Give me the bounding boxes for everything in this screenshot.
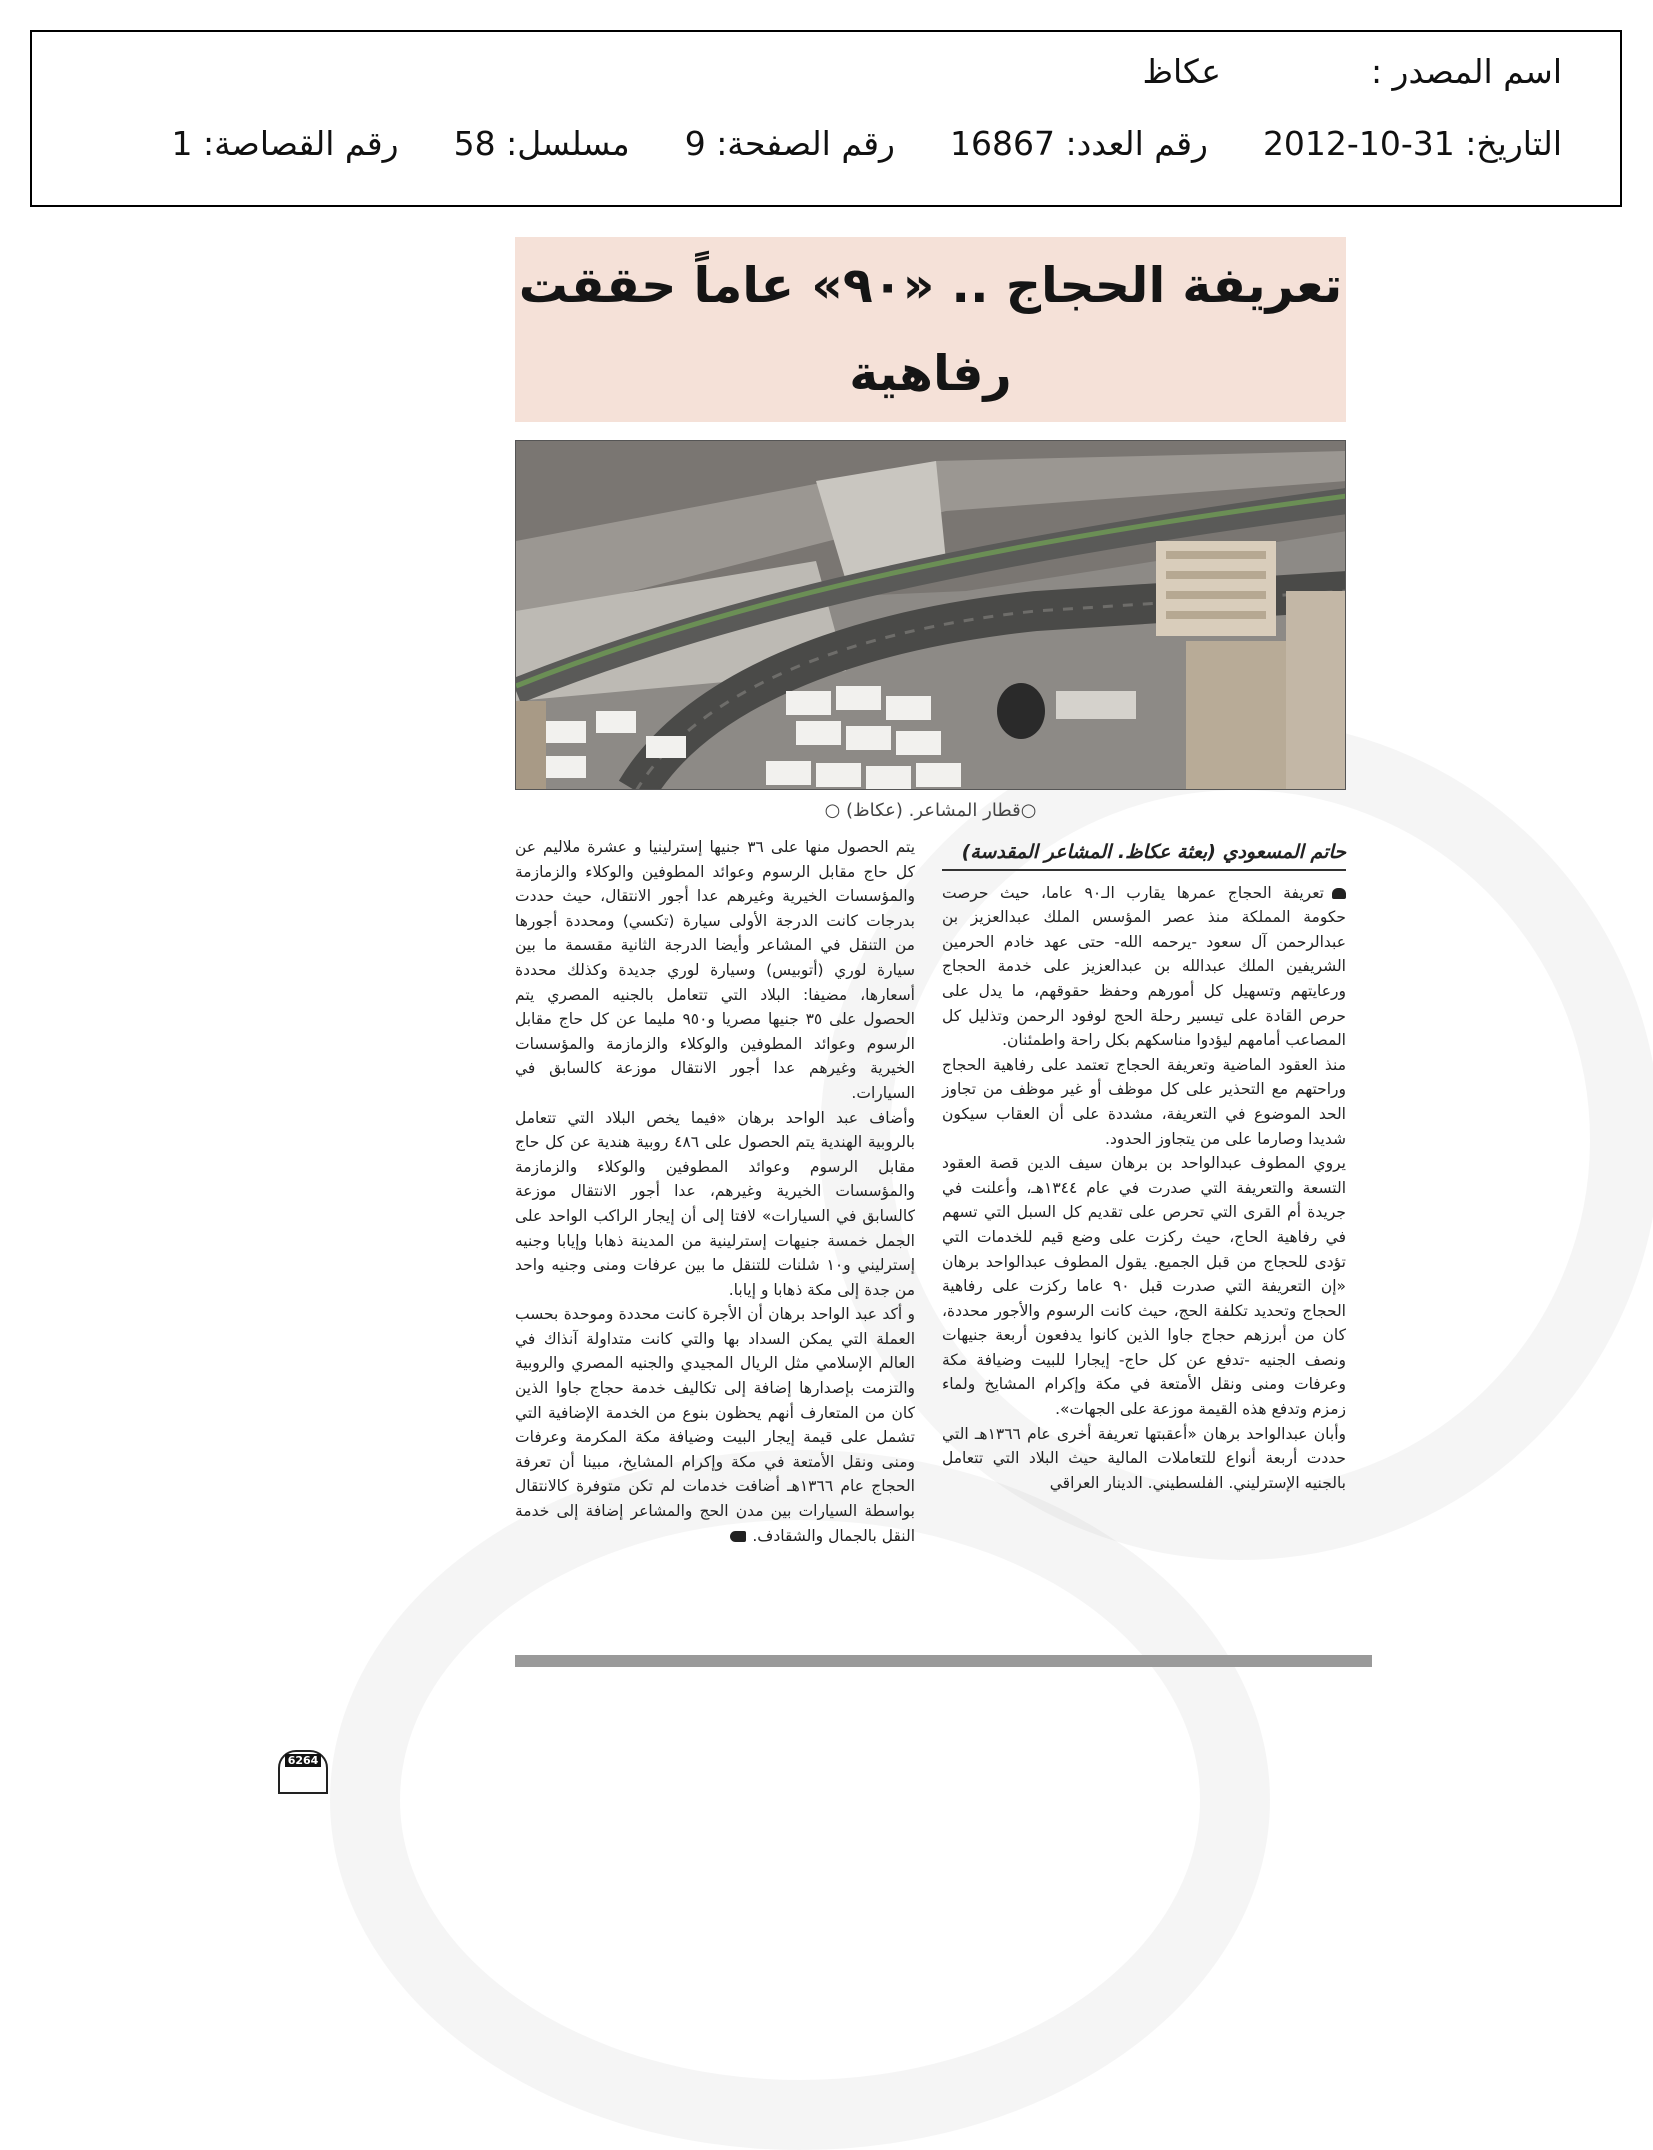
issue-field: رقم العدد: 16867 — [950, 124, 1208, 163]
headline-line-1: تعريفة الحجاج .. «٩٠» عاماً حققت رفاهية — [518, 257, 1343, 402]
page-number-badge: 6264 — [278, 1750, 328, 1794]
bottom-rule — [515, 1655, 1372, 1667]
source-value: عكاظ — [1142, 52, 1221, 91]
article-end-icon — [730, 1531, 746, 1542]
page-value: 9 — [684, 124, 706, 163]
clip-number-value: 1 — [171, 124, 193, 163]
watermark-ring-lower — [330, 1450, 1270, 2150]
article-column-right — [942, 840, 1346, 1495]
paragraph: تعريفة الحجاج عمرها يقارب الـ٩٠ عاما، حيث حرصت حكومة المملكة منذ عصر المؤسس الملك عبدالعزيز بن عبدالرحمن آل سعود -يرحمه الله- حتى عهد خادم الحرمين الشريفين الملك عبدالله بن عبدالعزيز على خدمة الحجاج ورعايتهم وتسهيل كل أمورهم وحفظ حقوقهم، ما يدل على حرص القادة على تيسير رحلة الحج لوفود الرحمن وتذليل كل المصاعب أمامهم ليؤدوا مناسكهم بكل راحة واطمئنان. — [942, 883, 1346, 1050]
article-photo — [515, 440, 1346, 790]
caption-circle-icon: ○ — [1020, 800, 1037, 821]
paragraph: يروي المطوف عبدالواحد بن برهان سيف الدين قصة العقود التسعة والتعريفة التي صدرت في عام ١٣٤٤هـ، وأعلنت في جريدة أم القرى التي تحرص على تقديم كل السبل التي تسهم في رفاهية الحاج، حيث ركزت على وضع قيم للخدمات التي تؤدى للحجاج من قبل الجميع. يقول المطوف عبدالواحد برهان «إن التعريفة التي صدرت قبل ٩٠ عاما ركزت على رفاهية الحجاج وتحديد تكلفة الحج، حيث كانت الرسوم والأجور محددة، كان من أبرزهم حجاج جاوا الذين كانوا يدفعون أربعة جنيهات ونصف الجنيه -تدفع عن كل حاج- إيجارا للبيت وضيافة مكة وعرفات ومنى ونقل الأمتعة في مكة وإكرام المشايخ ولماء زمزم وتدفع هذه القيمة موزعة على الجهات». — [942, 1154, 1346, 1419]
clip-info-row — [172, 124, 1563, 163]
article-start-icon — [1332, 888, 1346, 899]
clip-number-field: رقم القصاصة: 1 — [171, 124, 399, 163]
caption-circle-icon: ○ — [824, 800, 841, 821]
photo-caption: ○قطار المشاعر. (عكاظ) ○ — [824, 800, 1037, 821]
serial-value: 58 — [453, 124, 496, 163]
page-field: رقم الصفحة: 9 — [684, 124, 895, 163]
byline: حاتم المسعودي (بعثة عكاظ. المشاعر المقدسة) — [942, 840, 1346, 871]
source-row — [1142, 52, 1562, 91]
date-value: 2012-10-31 — [1262, 124, 1455, 163]
clipping-metadata-box — [30, 30, 1622, 207]
paragraph: يتم الحصول منها على ٣٦ جنيها إسترلينيا و عشرة ملاليم عن كل حاج مقابل الرسوم وعوائد المطوفين والوكلاء والزمازمة والمؤسسات الخيرية وغيرهم عدا أجور الانتقال، حيث حددت بدرجات كانت الدرجة الأولى سيارة (تكسي) ومحددة أجورها من التنقل في المشاعر وأيضا الدرجة الثانية مقسمة ما بين سيارة لوري (أتوبيس) وسيارة لوري جديدة وكذلك محددة أسعارها، مضيفا: البلاد التي تتعامل بالجنيه المصري يتم الحصول على ٣٥ جنيها مصريا و٩٥٠ مليما عن كل حاج مقابل الرسوم وعوائد المطوفين والوكلاء والزمازمة والمؤسسات الخيرية وغيرهم عدا أجور الانتقال موزعة كالسابق في السيارات. — [515, 838, 916, 1102]
issue-value: 16867 — [950, 124, 1055, 163]
article-column-left — [515, 835, 915, 1548]
paragraph: وأبان عبدالواحد برهان «أعقبتها تعريفة أخرى عام ١٣٦٦هـ التي حددت أربعة أنواع للتعاملات المالية حيث البلاد التي تتعامل بالجنيه الإسترليني. الفلسطيني. الدينار العراقي — [942, 1424, 1346, 1492]
paragraph: منذ العقود الماضية وتعريفة الحجاج تعتمد على رفاهية الحجاج وراحتهم مع التحذير على كل موظف أو غير موظف من تجاوز الحد الموضوع في التعريفة، مشددة على أن العقاب سيكون شديدا وصارما على من يتجاوز الحدود. — [942, 1055, 1346, 1148]
paragraph: و أكد عبد الواحد برهان أن الأجرة كانت محددة وموحدة بحسب العملة التي يمكن السداد بها والتي كانت متداولة آنذاك في العالم الإسلامي مثل الريال المجيدي والجنيه المصري والروبية والتزمت بإصدارها إضافة إلى تكاليف خدمة حجاج جاوا الذين كان من المتعارف أنهم يحظون بنوع من الخدمة الإضافية التي تشمل على قيمة إيجار البيت وضيافة مكة المكرمة وعرفات ومنى ونقل الأمتعة في مكة وإكرام المشايخ، مبينا أن تعرفة الحجاج عام ١٣٦٦هـ أضافت خدمات لم تكن متوفرة كالانتقال بواسطة السيارات بين مدن الحج والمشاعر إضافة إلى خدمة النقل بالجمال والشقادف. — [515, 1305, 915, 1545]
source-label: اسم المصدر : — [1370, 52, 1562, 91]
serial-field: مسلسل: 58 — [453, 124, 630, 163]
date-field: التاريخ: 2012-10-31 — [1262, 124, 1562, 163]
paragraph: وأضاف عبد الواحد برهان «فيما يخص البلاد التي تتعامل بالروبية الهندية يتم الحصول على ٤٨٦ روبية هندية عن كل حاج مقابل الرسوم وعوائد المطوفين والوكلاء والزمازمة والمؤسسات الخيرية وغيرهم، عدا أجور الانتقال موزعة كالسابق في السيارات» لافتا إلى أن إيجار الراكب الواحد على الجمل خمسة جنيهات إسترلينية من المدينة ذهابا وإيابا وجنيه إسترليني و١٠ شلنات للتنقل ما بين عرفات ومنى وجنيه واحد من جدة إلى مكة ذهابا و إيابا. — [515, 1108, 916, 1299]
